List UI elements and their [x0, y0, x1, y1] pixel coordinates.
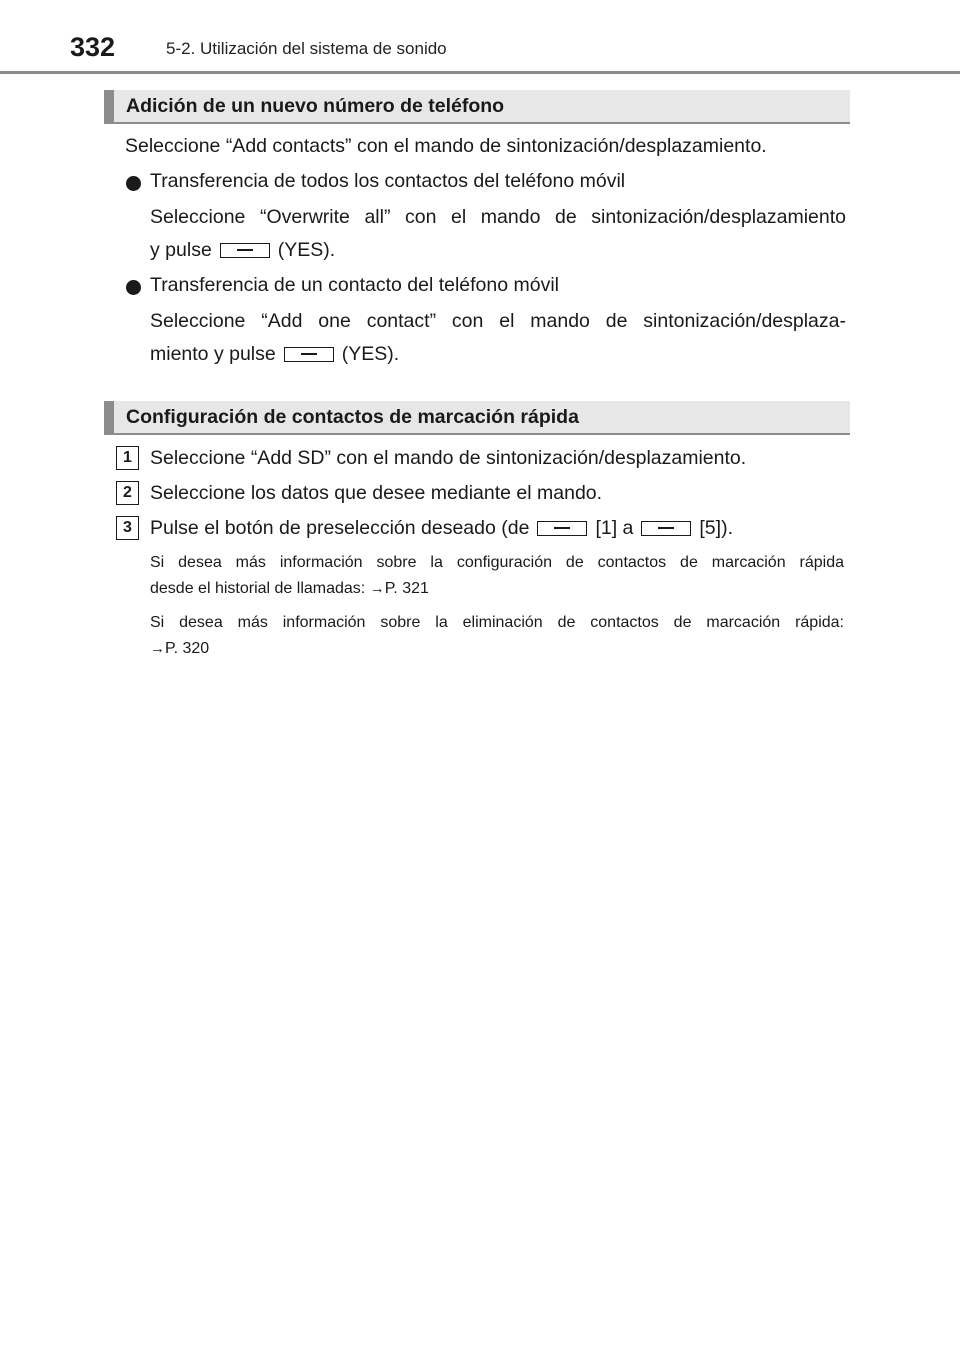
text-fragment: miento y pulse [150, 343, 276, 365]
note-reference [150, 580, 429, 598]
soft-key-icon [537, 521, 587, 536]
bullet-text-overwrite-all: Seleccione “Overwrite all” con el mando de sintonización/desplazamiento [150, 206, 846, 228]
step-number-badge: 3 [116, 516, 139, 540]
note-text: Si desea más información sobre la configuración de contactos de marcación rápida [150, 554, 844, 571]
page-reference-link[interactable]: P. 320 [165, 640, 210, 657]
section-heading-speed-dial [104, 401, 850, 435]
bullet-text-press-yes [150, 343, 399, 366]
text-fragment: Pulse el botón de preselección deseado (de [150, 517, 530, 539]
bullet-title-one-contact: Transferencia de un contacto del teléfono móvil [150, 274, 560, 296]
text-fragment: (YES). [341, 343, 400, 365]
section-heading-new-number [104, 90, 850, 124]
page-number: 332 [70, 32, 116, 62]
bullet-text-add-one-contact: Seleccione “Add one contact” con el mando de sintonización/desplaza- [150, 310, 846, 332]
text-fragment: [1] a [595, 517, 634, 539]
step-text [150, 517, 733, 540]
arrow-right-icon: → [150, 640, 165, 657]
step-text: Seleccione “Add SD” con el mando de sintonización/desplazamiento. [150, 447, 747, 469]
step-number-badge: 2 [116, 481, 139, 505]
section-heading-title: Adición de un nuevo número de teléfono [126, 95, 505, 117]
text-fragment: [5]). [699, 517, 733, 539]
bullet-icon [126, 176, 141, 191]
arrow-right-icon: → [369, 580, 385, 597]
step-number-badge: 1 [116, 446, 139, 470]
text-fragment: (YES). [277, 239, 336, 261]
step-text: Seleccione los datos que desee mediante el mando. [150, 482, 603, 504]
page-reference-link[interactable]: P. 321 [384, 580, 429, 597]
note-reference [150, 640, 209, 658]
text-fragment: desde el historial de llamadas: [150, 580, 366, 597]
intro-text: Seleccione “Add contacts” con el mando de sintonización/desplazamiento. [125, 135, 767, 157]
page-header [0, 0, 960, 76]
soft-key-icon [284, 347, 334, 362]
bullet-text-press-yes [150, 239, 335, 262]
section-heading-title: Configuración de contactos de marcación rápida [126, 406, 579, 428]
bullet-title-all-contacts: Transferencia de todos los contactos del teléfono móvil [150, 170, 626, 192]
header-rule [0, 71, 960, 74]
soft-key-icon [641, 521, 691, 536]
note-text: Si desea más información sobre la eliminación de contactos de marcación rápida: [150, 614, 844, 631]
soft-key-icon [220, 243, 270, 258]
bullet-icon [126, 280, 141, 295]
section-path: 5-2. Utilización del sistema de sonido [166, 39, 447, 58]
text-fragment: y pulse [150, 239, 212, 261]
